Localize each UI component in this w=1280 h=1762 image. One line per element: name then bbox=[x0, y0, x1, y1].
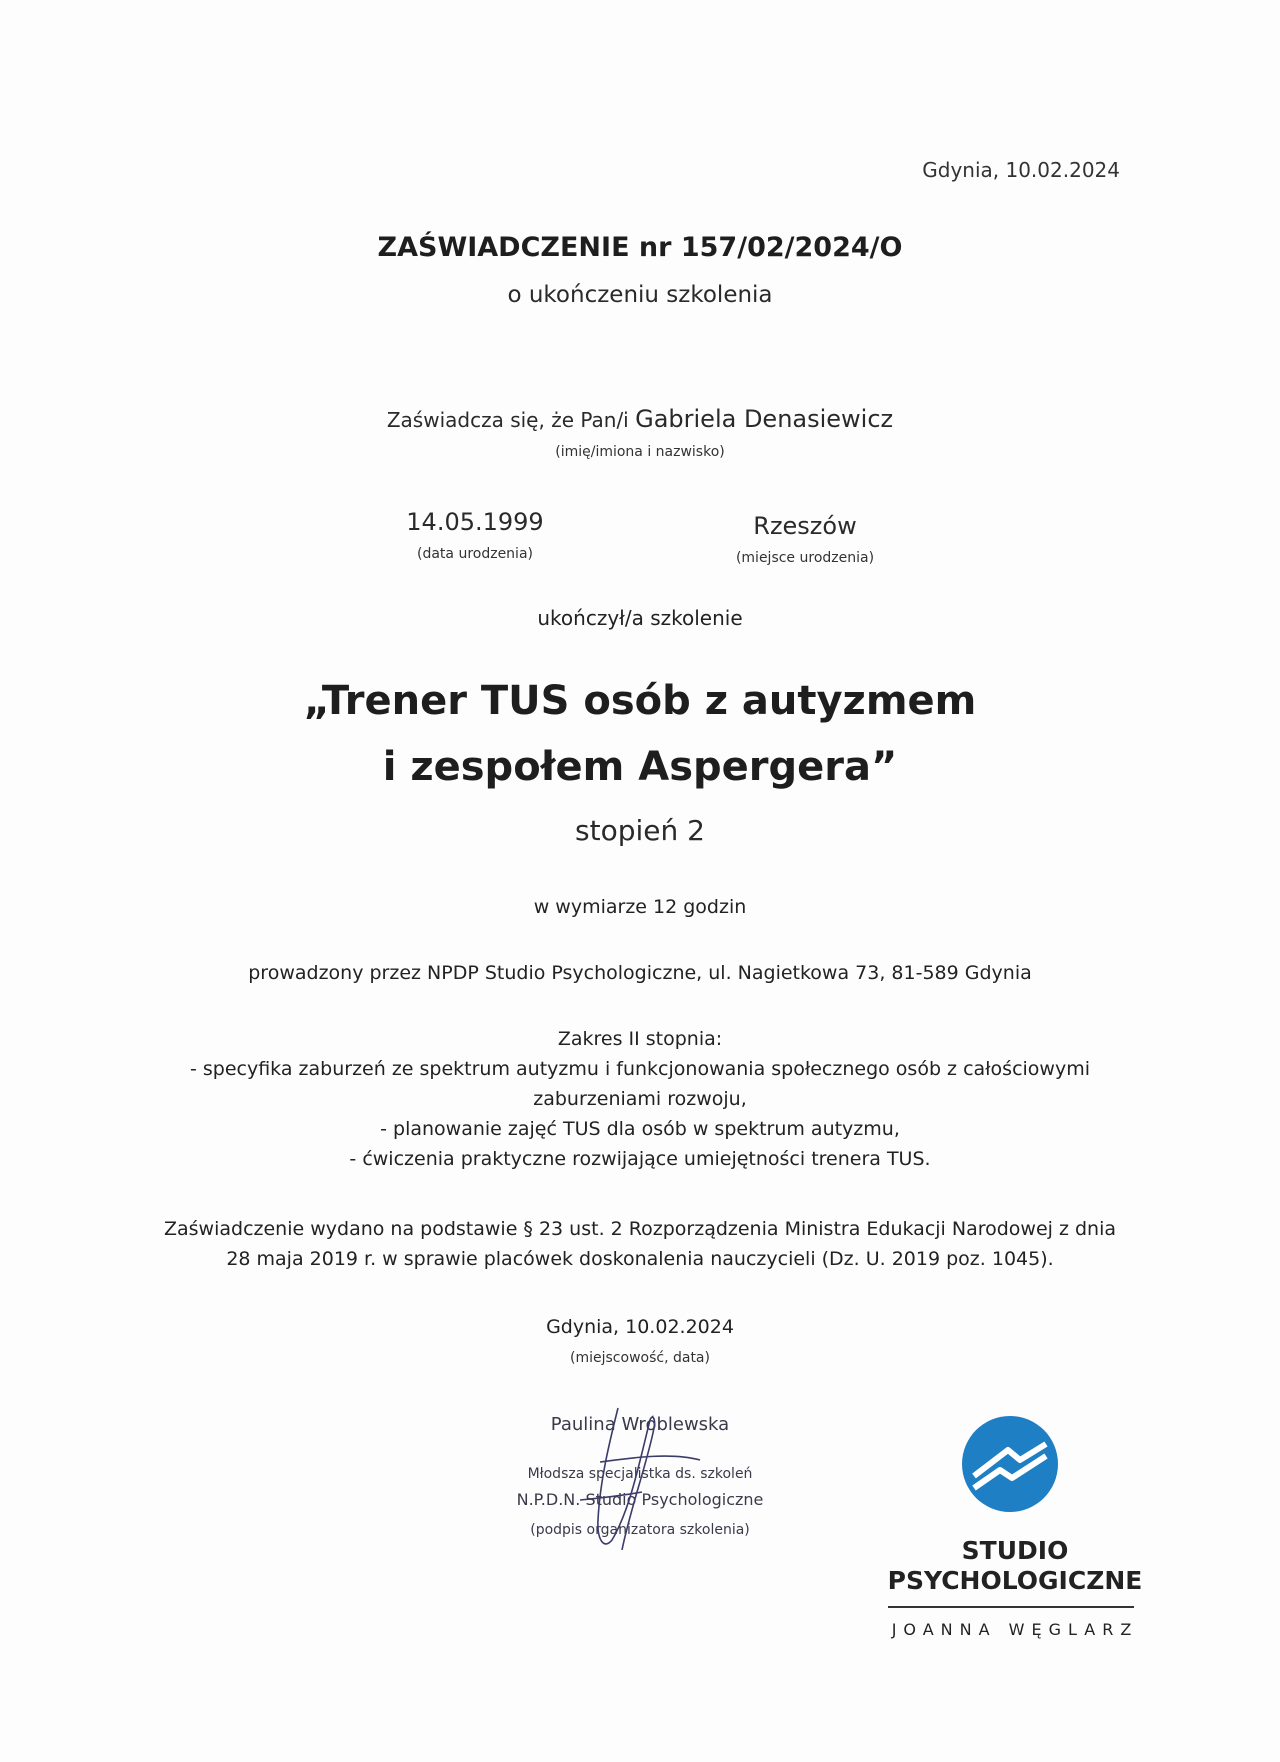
certifies-line bbox=[300, 405, 980, 433]
scope-item: - specyfika zaburzeń ze spektrum autyzmu i funkcjonowania społecznego osób z całościowymi bbox=[189, 1058, 1090, 1080]
certificate-title: ZAŚWIADCZENIE nr 157/02/2024/O bbox=[377, 232, 903, 263]
course-title-line2: i zespołem Aspergera” bbox=[382, 744, 898, 790]
legal-basis-line1: Zaświadczenie wydano na podstawie § 23 ust. 2 Rozporządzenia Ministra Edukacji Narodowej z dnia bbox=[163, 1218, 1117, 1240]
logo-text-line1: STUDIO bbox=[961, 1536, 1069, 1565]
birth-date-hint: (data urodzenia) bbox=[417, 546, 533, 562]
logo-text-line2: PSYCHOLOGICZNE bbox=[887, 1566, 1143, 1595]
certifies-prefix: Zaświadcza się, że Pan/i bbox=[386, 408, 629, 432]
scope-item: zaburzeniami rozwoju, bbox=[533, 1088, 747, 1110]
signatory-name: Paulina Wróblewska bbox=[550, 1414, 730, 1435]
birth-date: 14.05.1999 bbox=[406, 508, 544, 536]
course-degree: stopień 2 bbox=[575, 814, 705, 847]
legal-basis-line2: 28 maja 2019 r. w sprawie placówek doskonalenia nauczycieli (Dz. U. 2019 poz. 1045). bbox=[226, 1248, 1054, 1270]
course-provider: prowadzony przez NPDP Studio Psychologiczne, ul. Nagietkowa 73, 81-589 Gdynia bbox=[248, 962, 1032, 984]
course-title-line1: „Trener TUS osób z autyzmem bbox=[303, 678, 977, 724]
completed-text: ukończył/a szkolenie bbox=[537, 606, 743, 630]
signatory-organization: N.P.D.N. Studio Psychologiczne bbox=[516, 1490, 764, 1509]
birth-place: Rzeszów bbox=[753, 512, 857, 540]
issue-date-hint: (miejscowość, data) bbox=[570, 1350, 710, 1366]
signature-hint: (podpis organizatora szkolenia) bbox=[530, 1522, 750, 1538]
logo-divider bbox=[888, 1606, 1134, 1608]
scope-heading: Zakres II stopnia: bbox=[557, 1028, 723, 1050]
birth-place-hint: (miejsce urodzenia) bbox=[735, 550, 875, 566]
logo-text-line3: JOANNA WĘGLARZ bbox=[891, 1620, 1139, 1639]
course-scope bbox=[120, 1024, 1160, 1174]
scope-item: - ćwiczenia praktyczne rozwijające umiejętności trenera TUS. bbox=[349, 1148, 931, 1170]
handwritten-signature bbox=[560, 1400, 740, 1560]
scope-item: - planowanie zajęć TUS dla osób w spektrum autyzmu, bbox=[380, 1118, 900, 1140]
signatory-role: Młodsza specjalistka ds. szkoleń bbox=[527, 1466, 753, 1482]
certificate-subtitle: o ukończeniu szkolenia bbox=[507, 282, 773, 308]
name-hint: (imię/imiona i nazwisko) bbox=[555, 444, 725, 460]
legal-basis bbox=[120, 1214, 1160, 1274]
studio-logo-icon bbox=[960, 1414, 1060, 1514]
issue-date: Gdynia, 10.02.2024 bbox=[546, 1316, 734, 1338]
header-date: Gdynia, 10.02.2024 bbox=[922, 158, 1120, 182]
course-title bbox=[180, 668, 1100, 800]
person-name: Gabriela Denasiewicz bbox=[635, 405, 894, 433]
course-hours: w wymiarze 12 godzin bbox=[533, 896, 747, 918]
